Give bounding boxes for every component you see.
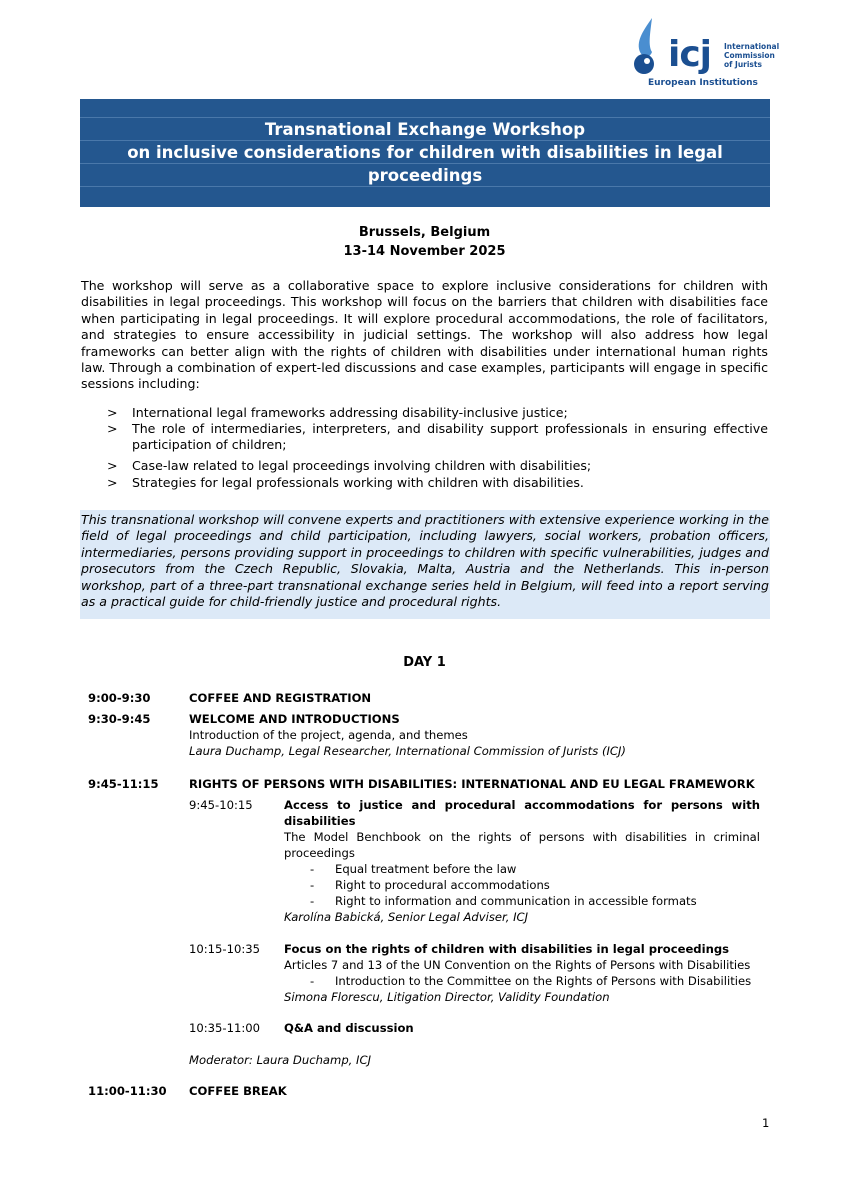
session-subitem: Right to information and communication in accessible formats	[335, 894, 697, 908]
list-item: > Strategies for legal professionals working with children with disabilities.	[107, 475, 584, 490]
bullet-marker: >	[107, 458, 118, 473]
agenda-title: COFFEE BREAK	[189, 1084, 287, 1098]
session-speaker: Simona Florescu, Litigation Director, Validity Foundation	[284, 990, 610, 1004]
event-dates: 13-14 November 2025	[343, 244, 506, 259]
page-number: 1	[762, 1116, 770, 1130]
agenda-time: 9:00-9:30	[88, 691, 151, 705]
highlight-paragraph: This transnational workshop will convene experts and practitioners with extensive experience working in the field of legal proceedings and child participation, including lawyers, social workers, probation officers, intermediaries, persons providing support in proceedings to children with specific vulnerabilities, judges and prosecutors from the Czech Republic, Slovakia, Malta, Austria and the Netherlands. This in-person workshop, part of a three-part transnational exchange series held in Belgium, will feed into a report serving as a practical guide for child-friendly justice and procedural rights.	[81, 512, 769, 610]
list-item: > International legal frameworks addressing disability-inclusive justice;	[107, 405, 568, 420]
session-subitem: Introduction to the Committee on the Rights of Persons with Disabilities	[335, 974, 752, 988]
agenda-title: WELCOME AND INTRODUCTIONS	[189, 712, 400, 726]
list-item: > The role of intermediaries, interpreters, and disability support professionals in ensuring effective participation of children;	[107, 421, 768, 453]
agenda-title: RIGHTS OF PERSONS WITH DISABILITIES: INTERNATIONAL AND EU LEGAL FRAMEWORK	[189, 777, 755, 791]
dash-marker: -	[310, 974, 315, 988]
session-speaker: Karolína Babická, Senior Legal Adviser, ICJ	[284, 910, 529, 924]
session-subitem: Equal treatment before the law	[335, 862, 517, 876]
agenda-time: 9:45-11:15	[88, 777, 159, 791]
session-time: 10:15-10:35	[189, 942, 261, 956]
dash-marker: -	[310, 894, 315, 908]
water-drop-icon	[628, 16, 668, 76]
day-heading: DAY 1	[403, 655, 446, 670]
session-description: Articles 7 and 13 of the UN Convention on the Rights of Persons with Disabilities	[284, 958, 751, 972]
session-title: Access to justice and procedural accommodations for persons with disabilities	[284, 798, 760, 828]
list-item: > Case-law related to legal proceedings involving children with disabilities;	[107, 458, 592, 473]
session-time: 10:35-11:00	[189, 1021, 261, 1035]
agenda-time: 11:00-11:30	[88, 1084, 167, 1098]
event-location-dates	[0, 223, 849, 261]
logo-subtitle: European Institutions	[648, 78, 758, 88]
dash-marker: -	[310, 862, 315, 876]
intro-paragraph: The workshop will serve as a collaborative space to explore inclusive considerations for children with disabilities in legal proceedings. This workshop will focus on the barriers that children with disabilities face when participating in legal proceedings. It will explore procedural accommodations, the role of facilitators, and strategies to ensure accessibility in judicial settings. The workshop will also address how legal frameworks can better align with the rights of children with disabilities under international human rights law. Through a combination of expert-led discussions and case examples, participants will engage in specific sessions including:	[81, 278, 768, 392]
session-time: 9:45-10:15	[189, 798, 253, 812]
icj-logo	[628, 14, 780, 94]
bullet-marker: >	[107, 421, 118, 436]
event-location: Brussels, Belgium	[358, 225, 491, 240]
agenda-time: 9:30-9:45	[88, 712, 151, 726]
document-title: Transnational Exchange Workshop on inclusive considerations for children with disabilities in legal proceedings	[127, 120, 723, 185]
agenda-speaker: Laura Duchamp, Legal Researcher, International Commission of Jurists (ICJ)	[189, 744, 626, 758]
bullet-marker: >	[107, 475, 118, 490]
agenda-title: COFFEE AND REGISTRATION	[189, 691, 372, 705]
logo-org-name: International Commission of Jurists	[724, 42, 780, 69]
moderator-line: Moderator: Laura Duchamp, ICJ	[189, 1053, 371, 1067]
session-title: Q&A and discussion	[284, 1021, 414, 1035]
agenda-description: Introduction of the project, agenda, and themes	[189, 728, 468, 742]
session-description: The Model Benchbook on the rights of persons with disabilities in criminal proceedings	[284, 830, 760, 860]
bullet-marker: >	[107, 405, 118, 420]
logo-wordmark: icj	[668, 34, 712, 75]
session-subitem: Right to procedural accommodations	[335, 878, 550, 892]
dash-marker: -	[310, 878, 315, 892]
title-banner	[80, 99, 770, 207]
session-title: Focus on the rights of children with disabilities in legal proceedings	[284, 942, 730, 956]
